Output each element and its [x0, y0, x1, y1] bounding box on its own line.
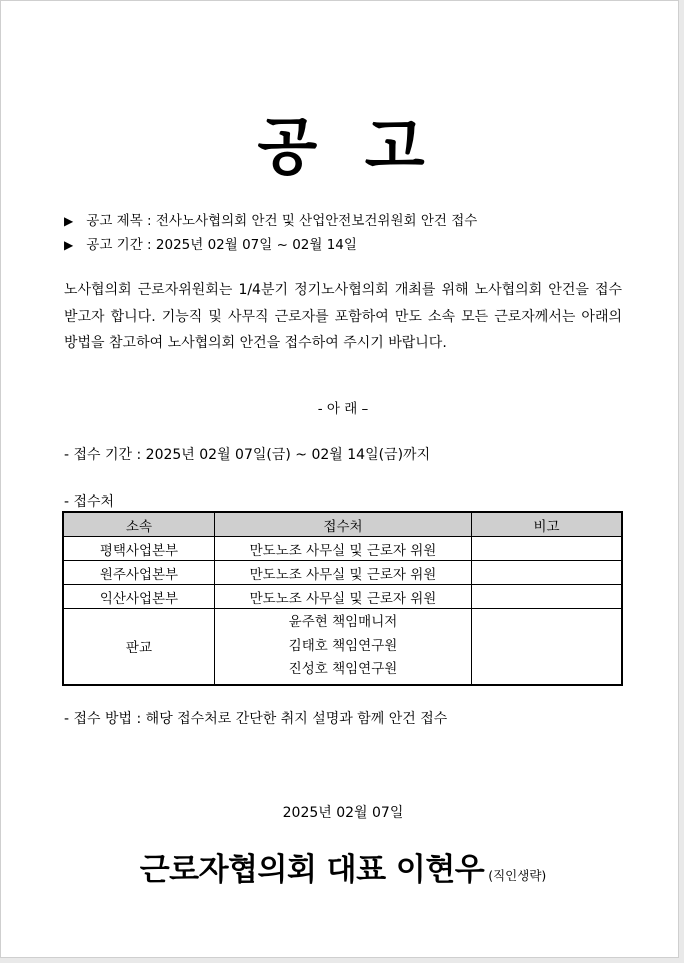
column-header-place: 접수처 — [214, 512, 471, 537]
triangle-bullet-icon: ▶ — [64, 214, 74, 228]
triangle-bullet-icon: ▶ — [64, 238, 74, 252]
dept-cell: 평택사업본부 — [63, 537, 214, 561]
table-row — [63, 561, 622, 585]
section-heading: - 아 래 – — [317, 401, 369, 417]
table-row — [63, 609, 622, 685]
note-cell — [472, 609, 622, 685]
table-row — [63, 537, 622, 561]
signature-name: 근로자협의회 대표 이현우 — [139, 852, 485, 888]
column-header-dept: 소속 — [63, 512, 214, 537]
period-label: 공고 기간 : — [86, 237, 152, 253]
table-header-row — [63, 512, 622, 537]
column-header-note: 비고 — [472, 512, 622, 537]
receipt-period: - 접수 기간 : 2025년 02월 07일(금) ~ 02월 14일(금)까지 — [64, 447, 431, 463]
notice-subject-line — [64, 209, 477, 229]
place-cell: 만도노조 사무실 및 근로자 위원 — [214, 537, 471, 561]
contact-line: 윤주현 책임매니저 — [288, 614, 398, 630]
receipt-method: - 접수 방법 : 해당 접수처로 간단한 취지 설명과 함께 안건 접수 — [64, 711, 448, 727]
body-paragraph: 노사협의회 근로자위원회는 1/4분기 정기노사협의회 개최를 위해 노사협의회 안건을 접수 받고자 합니다. 기능직 및 사무직 근로자를 포함하여 만도 소속 모든 근로자께서는 아래의 방법을 참고하여 노사협의회 안건을 접수하여 주시기 바랍니다. — [64, 282, 622, 351]
contact-line: 진성호 책임연구원 — [288, 661, 398, 677]
seal-omitted-note: (직인생략) — [488, 868, 547, 883]
signature-line — [1, 844, 684, 889]
notice-date: 2025년 02월 07일 — [282, 805, 404, 821]
notice-title: 공 고 — [257, 110, 429, 183]
notice-period-line — [64, 233, 357, 253]
dept-cell: 판교 — [63, 609, 214, 685]
table-row — [63, 585, 622, 609]
place-cell: 만도노조 사무실 및 근로자 위원 — [214, 585, 471, 609]
dept-cell: 원주사업본부 — [63, 561, 214, 585]
place-cell-multiline — [214, 609, 471, 685]
note-cell — [472, 561, 622, 585]
subject-label: 공고 제목 : — [86, 213, 152, 229]
note-cell — [472, 585, 622, 609]
note-cell — [472, 537, 622, 561]
period-value: 2025년 02월 07일 ~ 02월 14일 — [155, 237, 357, 253]
receipt-place-table — [62, 511, 623, 686]
dept-cell: 익산사업본부 — [63, 585, 214, 609]
subject-value: 전사노사협의회 안건 및 산업안전보건위원회 안건 접수 — [155, 213, 478, 229]
contact-line: 김태호 책임연구원 — [288, 637, 398, 654]
receipt-place-label: - 접수처 — [64, 494, 115, 510]
place-cell: 만도노조 사무실 및 근로자 위원 — [214, 561, 471, 585]
